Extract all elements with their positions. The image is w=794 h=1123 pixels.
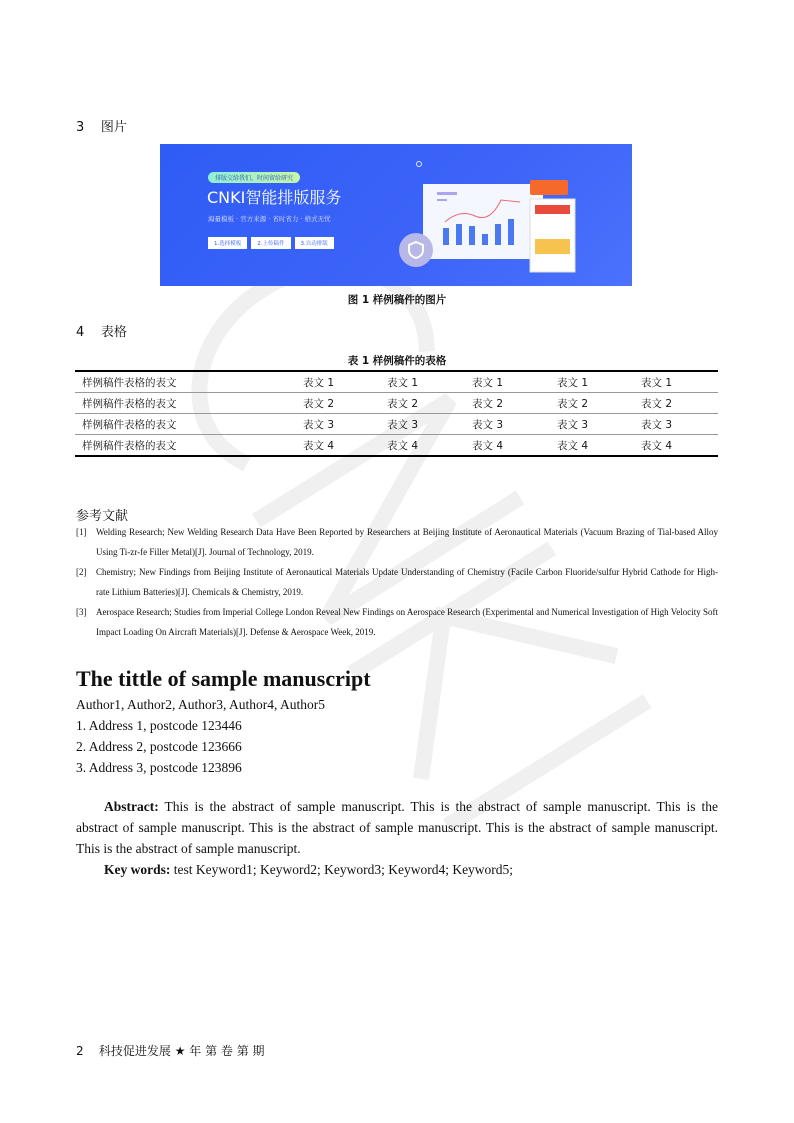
figure-caption: 图 1 样例稿件的图片 bbox=[347, 294, 447, 306]
abstract-label: Abstract: bbox=[104, 799, 159, 814]
banner-title: CNKI智能排版服务 bbox=[207, 188, 342, 207]
keywords-label: Key words: bbox=[104, 862, 171, 877]
reference-item bbox=[76, 562, 718, 602]
authors: Author1, Author2, Author3, Author4, Author5 bbox=[76, 697, 325, 712]
section-number: 3 bbox=[76, 120, 85, 135]
page-footer bbox=[76, 1042, 265, 1059]
table-cell: 表文 2 bbox=[296, 393, 380, 414]
table-cell: 表文 2 bbox=[380, 393, 465, 414]
address: 2. Address 2, postcode 123666 bbox=[76, 739, 242, 754]
table-cell: 表文 1 bbox=[634, 371, 718, 393]
banner-step: 3.自动排版 bbox=[295, 237, 334, 249]
banner-step: 2.上传稿件 bbox=[251, 237, 290, 249]
table-cell: 表文 4 bbox=[634, 435, 718, 457]
table-cell: 样例稿件表格的表文 bbox=[75, 393, 296, 414]
table-row bbox=[75, 393, 718, 414]
table-cell: 表文 3 bbox=[296, 414, 380, 435]
figure-banner-image bbox=[160, 144, 632, 286]
table-cell: 表文 1 bbox=[296, 371, 380, 393]
table-cell: 表文 1 bbox=[465, 371, 550, 393]
banner-tagline: 排版交给我们，时间留给研究 bbox=[208, 172, 300, 183]
reference-item bbox=[76, 522, 718, 562]
abstract bbox=[76, 796, 718, 859]
table-cell: 表文 2 bbox=[634, 393, 718, 414]
table-row bbox=[75, 414, 718, 435]
section-number: 4 bbox=[76, 325, 85, 340]
reference-list bbox=[76, 522, 718, 642]
reference-text: Chemistry; New Findings from Beijing Institute of Aeronautical Materials Update Understanding of Chemistry (Facile Carbon Fluoride/sulfur Hybrid Cathode for High-rate Lithium Batteries)[J]. Chemicals & Chemistry, 2019. bbox=[96, 567, 718, 597]
references-heading: 参考文献 bbox=[76, 509, 129, 524]
reference-text: Welding Research; New Welding Research Data Have Been Reported by Researchers at Beijing Institute of Aeronautical Materials (Vacuum Brazing of Tial-based Alloy Using Ti-zr-fe Filler Metal)[J]. Journal of Technology, 2019. bbox=[96, 527, 718, 557]
section-heading-tables bbox=[76, 321, 127, 340]
table-cell: 表文 4 bbox=[380, 435, 465, 457]
section-title: 表格 bbox=[100, 325, 127, 340]
table-cell: 表文 3 bbox=[634, 414, 718, 435]
table-cell: 样例稿件表格的表文 bbox=[75, 414, 296, 435]
table-row bbox=[75, 435, 718, 457]
table-cell: 表文 4 bbox=[296, 435, 380, 457]
reference-item bbox=[76, 602, 718, 642]
table-cell: 表文 1 bbox=[380, 371, 465, 393]
banner-steps bbox=[208, 237, 334, 249]
sample-table bbox=[75, 370, 718, 457]
keywords bbox=[76, 859, 718, 880]
address: 1. Address 1, postcode 123446 bbox=[76, 718, 242, 733]
table-cell: 表文 3 bbox=[465, 414, 550, 435]
table-cell: 样例稿件表格的表文 bbox=[75, 371, 296, 393]
abstract-text: This is the abstract of sample manuscript. This is the abstract of sample manuscript. This is the abstract of sample manuscript. This is the abstract of sample manuscript. This is the abstract of sample manuscript. This is the abstract of sample manuscript. bbox=[76, 799, 718, 856]
journal-info: 科技促进发展 ★ 年 第 卷 第 期 bbox=[98, 1044, 265, 1058]
table-cell: 表文 3 bbox=[380, 414, 465, 435]
table-cell: 表文 4 bbox=[550, 435, 634, 457]
banner-features: 海量模板 · 官方来源 · 省时省力 · 格式无忧 bbox=[208, 215, 331, 223]
english-section bbox=[76, 664, 718, 880]
dashboard-illustration bbox=[390, 154, 610, 274]
section-heading-figures bbox=[76, 116, 127, 135]
table-row bbox=[75, 371, 718, 393]
table-caption: 表 1 样例稿件的表格 bbox=[347, 355, 447, 367]
reference-number: [1] bbox=[76, 527, 87, 537]
reference-text: Aerospace Research; Studies from Imperial College London Reveal New Findings on Aerospace Research (Experimental and Numerical Investigation of High Velocity Soft Impact Loading On Aircraft Materials)[J]. Defense & Aerospace Week, 2019. bbox=[96, 607, 718, 637]
section-title: 图片 bbox=[100, 120, 127, 135]
table-cell: 表文 2 bbox=[465, 393, 550, 414]
reference-number: [2] bbox=[76, 567, 87, 577]
keywords-text: test Keyword1; Keyword2; Keyword3; Keyword4; Keyword5; bbox=[173, 862, 514, 877]
reference-number: [3] bbox=[76, 607, 87, 617]
table-cell: 表文 1 bbox=[550, 371, 634, 393]
table-cell: 表文 4 bbox=[465, 435, 550, 457]
english-title: The tittle of sample manuscript bbox=[76, 666, 371, 691]
table-cell: 样例稿件表格的表文 bbox=[75, 435, 296, 457]
table-cell: 表文 2 bbox=[550, 393, 634, 414]
banner-step: 1.选择模板 bbox=[208, 237, 247, 249]
page-number: 2 bbox=[76, 1044, 84, 1058]
address: 3. Address 3, postcode 123896 bbox=[76, 760, 242, 775]
table-cell: 表文 3 bbox=[550, 414, 634, 435]
